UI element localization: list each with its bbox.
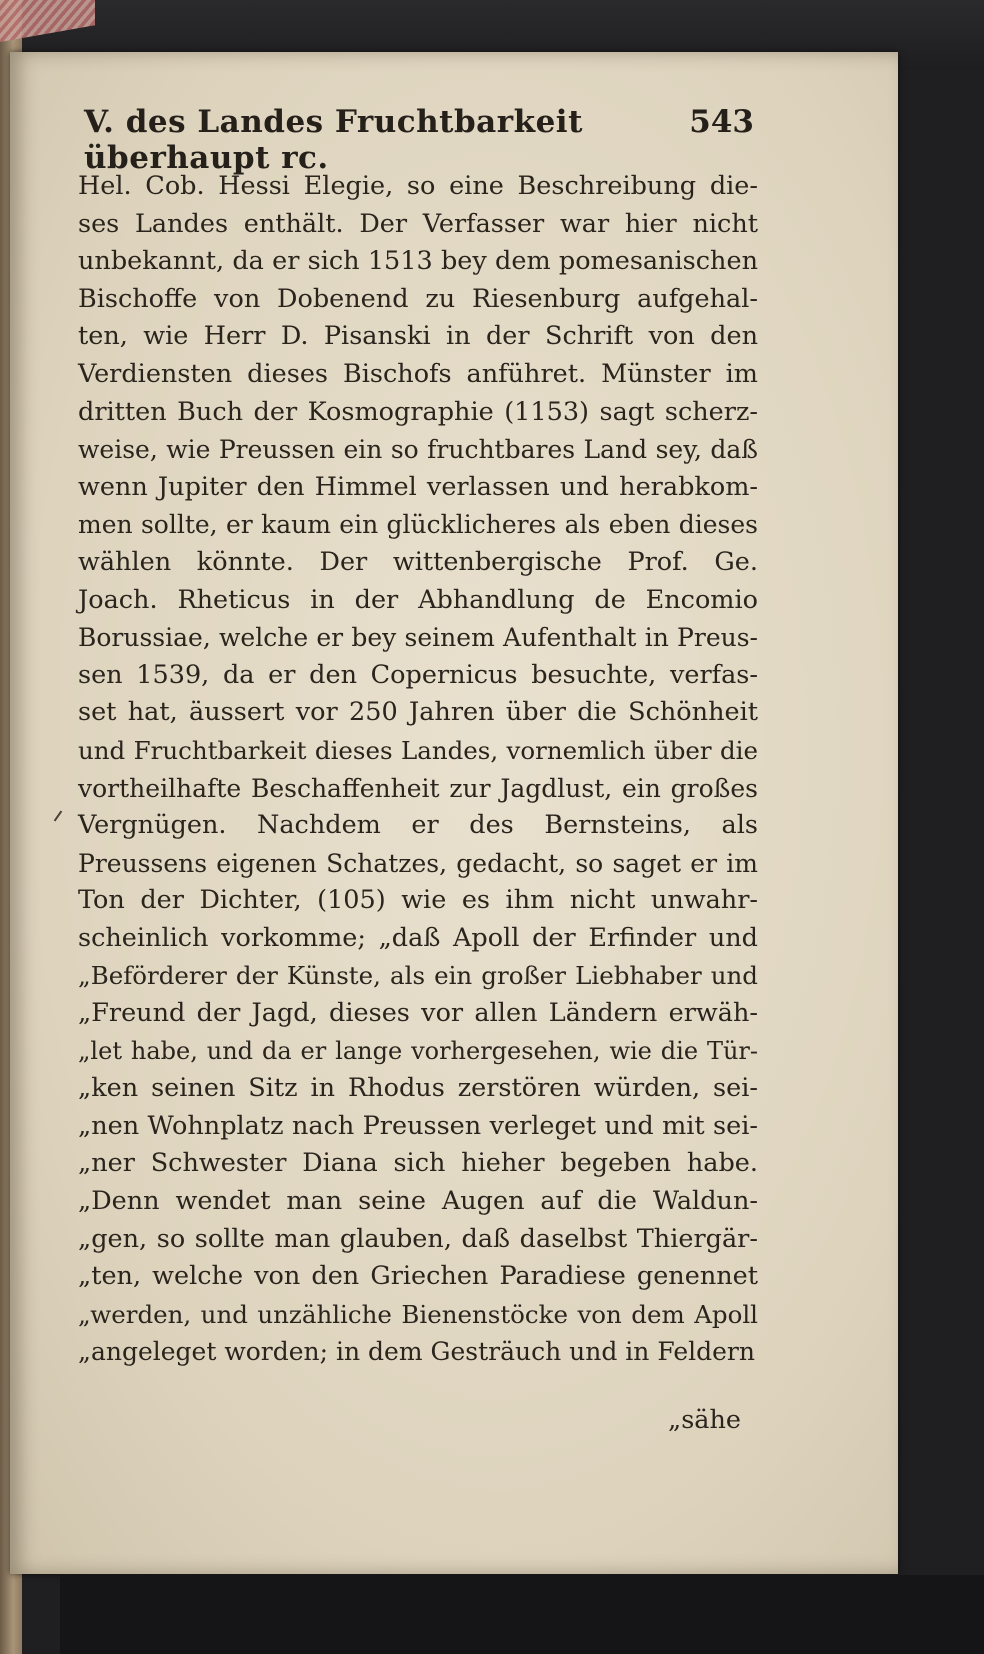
text-line: Joach. Rheticus in der Abhandlung de Encomio [78,584,758,615]
text-line: ses Landes enthält. Der Verfasser war hier nicht [78,208,758,239]
text-line: Verdiensten dieses Bischofs anführet. Münster im [78,358,758,389]
text-line: „Beförderer der Künste, als ein großer Liebhaber und [78,961,758,991]
text-line: men sollte, er kaum ein glücklicheres als eben dieses [78,510,758,540]
text-line: ten, wie Herr D. Pisanski in der Schrift von den [78,321,758,352]
text-line: set hat, äussert vor 250 Jahren über die Schönheit [78,697,758,728]
text-line: wählen könnte. Der wittenbergische Prof. Ge. [78,546,758,577]
page-header [84,104,754,176]
text-line: „Freund der Jagd, dieses vor allen Ländern erwäh- [78,998,758,1029]
text-line: vortheilhafte Beschaffenheit zur Jagdlust, ein großes [78,773,758,803]
text-line: scheinlich vorkomme; „daß Apoll der Erfinder und [78,922,758,953]
text-line: Vergnügen. Nachdem er des Bernsteins, als [78,810,758,841]
text-line: wenn Jupiter den Himmel verlassen und herabkom- [78,471,758,502]
text-line: Borussiae, welche er bey seinem Aufenthalt in Preus- [78,623,758,653]
text-line: „werden, und unzähliche Bienenstöcke von dem Apoll [78,1299,758,1329]
running-title: V. des Landes Fruchtbarkeit überhaupt rc. [84,104,583,176]
text-line: sen 1539, da er den Copernicus besuchte, verfas- [78,659,758,690]
text-line: „ten, welche von den Griechen Paradiese genennet [78,1261,758,1292]
text-line: „angeleget worden; in dem Gesträuch und in Feldern [78,1337,755,1367]
text-line: „Denn wendet man seine Augen auf die Waldun- [78,1186,758,1217]
catchword: „sähe [668,1405,742,1435]
text-line: unbekannt, da er sich 1513 bey dem pomesanischen [78,246,758,277]
text-line: „ner Schwester Diana sich hieher begeben habe. [78,1148,758,1179]
text-line: „gen, so sollte man glauben, daß daselbst Thiergär- [78,1223,758,1254]
text-line: dritten Buch der Kosmographie (1153) sagt scherz- [78,396,758,427]
page-number: 543 [689,104,754,140]
text-line: „nen Wohnplatz nach Preussen verleget und mit sei- [78,1110,758,1141]
body-text [78,168,758,1371]
text-line: Preussens eigenen Schatzes, gedacht, so saget er im [78,848,758,878]
text-line: „let habe, und da er lange vorhergesehen, wie die Tür- [78,1036,758,1065]
text-line: Hel. Cob. Hessi Elegie, so eine Beschreibung die- [78,171,758,201]
scan-bottom-edge [60,1575,984,1654]
text-line: „ken seinen Sitz in Rhodus zerstören würden, sei- [78,1073,758,1104]
text-line: weise, wie Preussen ein so fruchtbares Land sey, daß [78,435,758,465]
text-line: Bischoffe von Dobenend zu Riesenburg aufgehal- [78,283,758,314]
text-line: und Fruchtbarkeit dieses Landes, vornemlich über die [78,735,758,765]
text-line: Ton der Dichter, (105) wie es ihm nicht unwahr- [78,885,758,916]
